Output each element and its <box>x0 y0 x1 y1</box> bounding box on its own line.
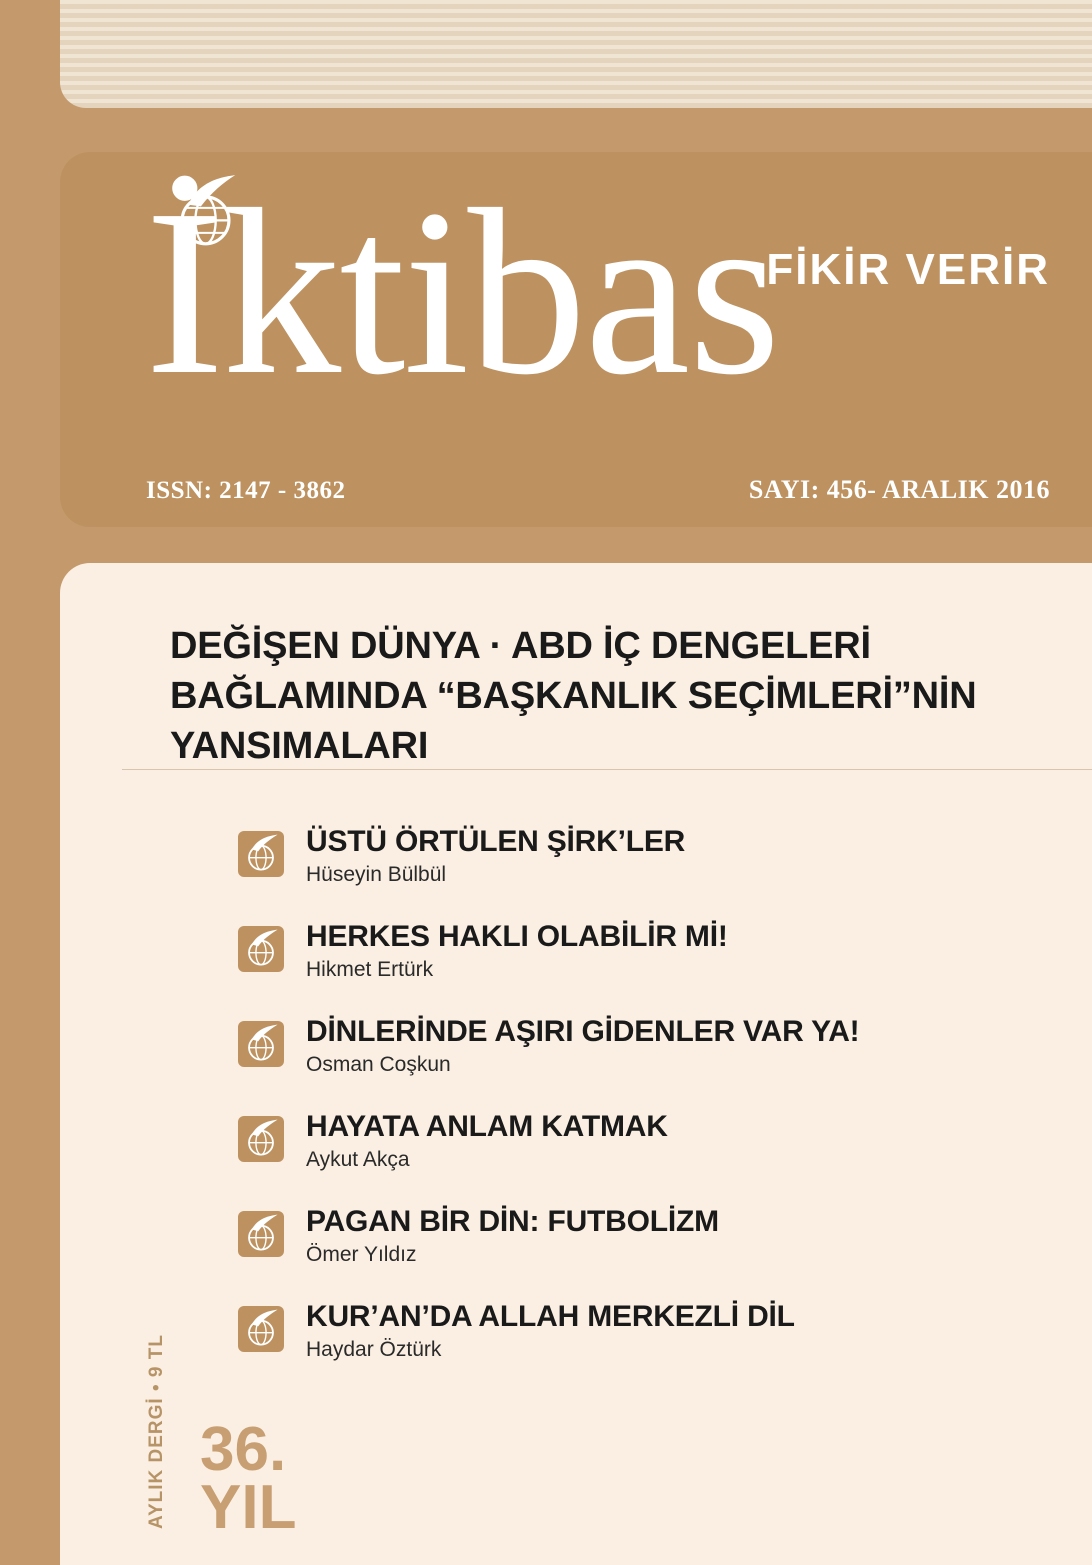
anniversary-number: 36. <box>200 1415 287 1484</box>
article-text <box>306 1110 668 1173</box>
list-item[interactable] <box>238 1015 1058 1078</box>
article-title: HAYATA ANLAM KATMAK <box>306 1110 668 1143</box>
article-text <box>306 1300 795 1363</box>
globe-quill-icon <box>238 926 284 972</box>
article-text <box>306 825 685 888</box>
globe-quill-icon <box>238 1211 284 1257</box>
article-title: ÜSTÜ ÖRTÜLEN ŞİRK’LER <box>306 825 686 858</box>
article-author: Osman Coşkun <box>306 1053 451 1076</box>
article-text <box>306 920 728 983</box>
cover-headline: DEĞİŞEN DÜNYA · ABD İÇ DENGELERİ BAĞLAMINDA “BAŞKANLIK SEÇİMLERİ”NİN YANSIMALARI <box>170 625 977 767</box>
article-author: Aykut Akça <box>306 1148 410 1171</box>
article-title: KUR’AN’DA ALLAH MERKEZLİ DİL <box>306 1300 795 1333</box>
globe-quill-icon <box>238 831 284 877</box>
article-text <box>306 1015 859 1078</box>
issn-text: ISSN: 2147 - 3862 <box>146 477 346 504</box>
anniversary-block <box>200 1415 297 1542</box>
issue-number-text: SAYI: 456- ARALIK 2016 <box>748 475 1050 504</box>
article-title: HERKES HAKLI OLABİLİR Mİ! <box>306 920 728 953</box>
top-stripe-inner <box>60 0 1092 108</box>
list-item[interactable] <box>238 920 1058 983</box>
anniversary-label: YIL <box>200 1473 297 1542</box>
periodicity-price-text: AYLIK DERGİ • 9 TL <box>146 1334 167 1529</box>
article-title: PAGAN BİR DİN: FUTBOLİZM <box>306 1205 719 1238</box>
article-author: Hüseyin Bülbül <box>306 863 447 886</box>
article-title: DİNLERİNDE AŞIRI GİDENLER VAR YA! <box>306 1015 860 1048</box>
article-text <box>306 1205 719 1268</box>
globe-quill-icon <box>238 1306 284 1352</box>
article-author: Hikmet Ertürk <box>306 958 434 981</box>
magazine-wordmark: İktibas <box>145 161 779 424</box>
globe-quill-icon <box>238 1021 284 1067</box>
list-item[interactable] <box>238 825 1058 888</box>
cover-content-panel <box>60 563 1092 1565</box>
magazine-tagline: FİKİR VERİR <box>766 245 1050 294</box>
list-item[interactable] <box>238 1110 1058 1173</box>
list-item[interactable] <box>238 1300 1058 1363</box>
headline-divider <box>122 769 1092 770</box>
masthead-banner <box>60 152 1092 527</box>
article-list <box>238 825 1058 1395</box>
globe-quill-icon <box>238 1116 284 1162</box>
article-author: Haydar Öztürk <box>306 1338 442 1361</box>
list-item[interactable] <box>238 1205 1058 1268</box>
article-author: Ömer Yıldız <box>306 1243 417 1266</box>
top-stripe-decoration <box>60 0 1092 108</box>
